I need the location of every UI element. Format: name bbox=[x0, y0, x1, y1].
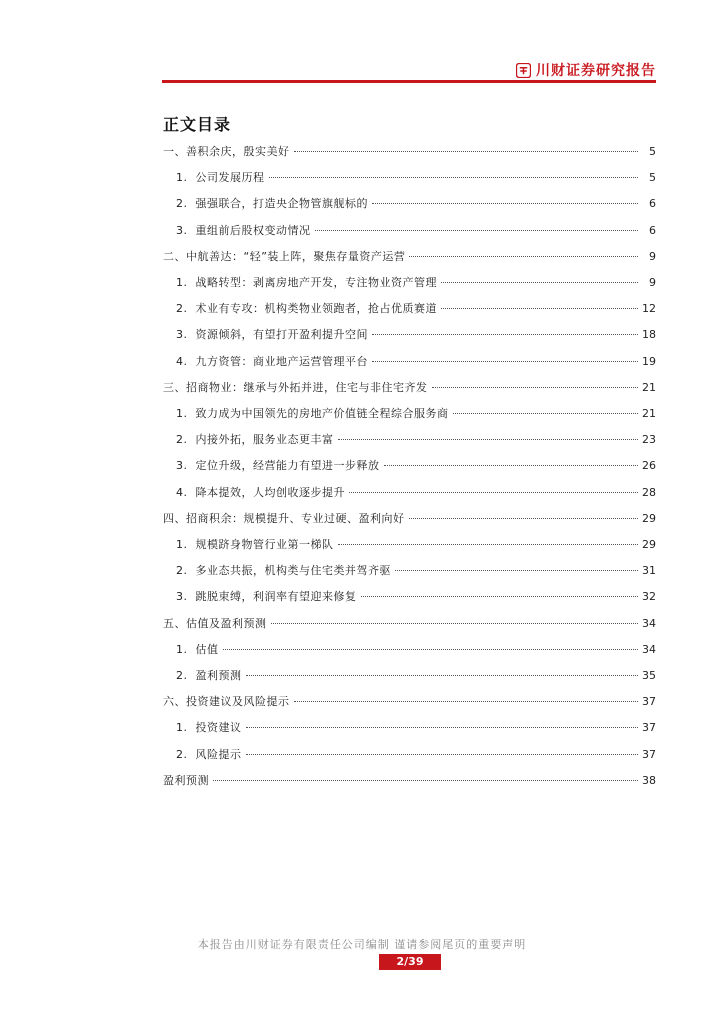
toc-entry-number: 4. bbox=[176, 355, 188, 368]
toc-leader-dots bbox=[441, 282, 638, 283]
toc-entry-number: 1. bbox=[176, 721, 188, 734]
toc-entry-text: 估值 bbox=[195, 643, 219, 656]
toc-leader-dots bbox=[315, 230, 639, 231]
toc-leader-dots bbox=[294, 151, 639, 152]
toc-leader-dots bbox=[223, 649, 639, 650]
toc-leader-dots bbox=[349, 492, 638, 493]
toc-entry-label bbox=[163, 511, 405, 527]
toc-leader-dots bbox=[372, 203, 638, 204]
toc-page-number: 37 bbox=[642, 695, 656, 708]
toc-entry-number: 1. bbox=[176, 643, 188, 656]
toc-entry-number: 2. bbox=[176, 197, 188, 210]
toc-entry-number: 2. bbox=[176, 564, 188, 577]
toc-entry-text: 致力成为中国领先的房地产价值链全程综合服务商 bbox=[195, 407, 449, 420]
page-header bbox=[162, 58, 656, 80]
toc-subsection-row[interactable] bbox=[176, 432, 656, 448]
toc-page-number: 9 bbox=[649, 276, 656, 289]
toc-leader-dots bbox=[409, 256, 638, 257]
toc-entry-label bbox=[163, 616, 267, 632]
toc-subsection-row[interactable] bbox=[176, 170, 656, 186]
toc-entry-text: 规模跻身物管行业第一梯队 bbox=[195, 538, 334, 551]
toc-subsection-row[interactable] bbox=[176, 301, 656, 317]
toc-title: 正文目录 bbox=[163, 115, 232, 134]
toc-page-number: 26 bbox=[642, 459, 656, 472]
toc-page-number: 5 bbox=[649, 171, 656, 184]
toc-page-number: 28 bbox=[642, 486, 656, 499]
toc-entry-label bbox=[176, 537, 334, 553]
toc-section-row[interactable] bbox=[163, 249, 656, 265]
toc-entry-text: 多业态共振，机构类与住宅类并驾齐驱 bbox=[195, 564, 391, 577]
toc-entry-text: 盈利预测 bbox=[195, 669, 242, 682]
toc-entry-label bbox=[163, 249, 405, 265]
toc-entry-text: 风险提示 bbox=[195, 748, 242, 761]
toc-entry-number: 2. bbox=[176, 302, 188, 315]
toc-page-number: 38 bbox=[642, 774, 656, 787]
toc-leader-dots bbox=[246, 675, 639, 676]
toc-page-number: 18 bbox=[642, 328, 656, 341]
toc-entry-label bbox=[176, 485, 345, 501]
toc-leader-dots bbox=[338, 544, 639, 545]
toc-section-row[interactable] bbox=[163, 773, 656, 789]
toc-page-number: 9 bbox=[649, 250, 656, 263]
toc-entry-text: 强强联合，打造央企物管旗舰标的 bbox=[195, 197, 368, 210]
toc-entry-text: 重组前后股权变动情况 bbox=[195, 224, 311, 237]
footer-disclaimer: 本报告由川财证券有限责任公司编制 谨请参阅尾页的重要声明 bbox=[197, 938, 527, 951]
brand-logo bbox=[516, 60, 656, 80]
toc-entry-label bbox=[176, 354, 368, 370]
toc-page-number: 21 bbox=[642, 407, 656, 420]
toc-section-row[interactable] bbox=[163, 380, 656, 396]
toc-entry-label bbox=[176, 432, 334, 448]
toc-subsection-row[interactable] bbox=[176, 589, 656, 605]
toc-leader-dots bbox=[269, 177, 639, 178]
toc-entry-text: 术业有专攻：机构类物业领跑者，抢占优质赛道 bbox=[195, 302, 437, 315]
toc-entry-text: 盈利预测 bbox=[163, 774, 209, 787]
toc-subsection-row[interactable] bbox=[176, 327, 656, 343]
toc-page-number: 6 bbox=[649, 197, 656, 210]
toc-page-number: 19 bbox=[642, 355, 656, 368]
toc-entry-label bbox=[176, 458, 380, 474]
toc-entry-text: 公司发展历程 bbox=[195, 171, 265, 184]
toc-leader-dots bbox=[441, 308, 638, 309]
toc-leader-dots bbox=[338, 439, 639, 440]
toc-page-number: 31 bbox=[642, 564, 656, 577]
toc-leader-dots bbox=[213, 780, 638, 781]
toc-page-number: 35 bbox=[642, 669, 656, 682]
toc-leader-dots bbox=[395, 570, 638, 571]
toc-leader-dots bbox=[361, 596, 639, 597]
page-number-badge: 2/39 bbox=[379, 954, 441, 970]
toc-entry-text: 六、投资建议及风险提示 bbox=[163, 695, 290, 708]
toc-entry-text: 投资建议 bbox=[195, 721, 242, 734]
toc-entry-label bbox=[176, 223, 311, 239]
toc-entry-number: 4. bbox=[176, 486, 188, 499]
toc-entry-label bbox=[176, 589, 357, 605]
toc-entry-text: 一、善积余庆，殷实美好 bbox=[163, 145, 290, 158]
toc-subsection-row[interactable] bbox=[176, 747, 656, 763]
toc-entry-label bbox=[163, 144, 290, 160]
toc-page-number: 34 bbox=[642, 643, 656, 656]
toc-entry-number: 3. bbox=[176, 224, 188, 237]
toc-entry-label bbox=[176, 720, 242, 736]
toc-entry-number: 3. bbox=[176, 328, 188, 341]
toc-subsection-row[interactable] bbox=[176, 563, 656, 579]
toc-leader-dots bbox=[246, 727, 639, 728]
toc-page-number: 12 bbox=[642, 302, 656, 315]
toc-leader-dots bbox=[384, 465, 639, 466]
toc-entry-number: 1. bbox=[176, 538, 188, 551]
toc-entry-number: 1. bbox=[176, 407, 188, 420]
toc-entry-label bbox=[176, 642, 219, 658]
toc-entry-text: 内接外拓，服务业态更丰富 bbox=[195, 433, 334, 446]
toc-entry-text: 战略转型：剥离房地产开发，专注物业资产管理 bbox=[195, 276, 437, 289]
toc-entry-number: 1. bbox=[176, 276, 188, 289]
toc-leader-dots bbox=[409, 518, 639, 519]
toc-entry-label bbox=[163, 773, 209, 789]
toc-entry-label bbox=[163, 694, 290, 710]
toc-subsection-row[interactable] bbox=[176, 275, 656, 291]
brand-name: 川财证券研究报告 bbox=[536, 63, 656, 79]
toc-entry-text: 四、招商积余：规模提升、专业过硬、盈利向好 bbox=[163, 512, 405, 525]
toc-subsection-row[interactable] bbox=[176, 223, 656, 239]
toc-page-number: 29 bbox=[642, 512, 656, 525]
toc-entry-label bbox=[176, 170, 265, 186]
toc-entry-number: 2. bbox=[176, 669, 188, 682]
toc-subsection-row[interactable] bbox=[176, 196, 656, 212]
toc-leader-dots bbox=[453, 413, 639, 414]
toc-entry-label bbox=[176, 301, 437, 317]
toc-entry-label bbox=[176, 275, 437, 291]
toc-page-number: 21 bbox=[642, 381, 656, 394]
toc-page-number: 37 bbox=[642, 721, 656, 734]
toc-subsection-row[interactable] bbox=[176, 537, 656, 553]
toc-section-row[interactable] bbox=[163, 511, 656, 527]
toc-entry-text: 九方资管：商业地产运营管理平台 bbox=[195, 355, 368, 368]
toc-entry-label bbox=[176, 327, 368, 343]
toc-entry-label bbox=[163, 380, 428, 396]
toc-entry-number: 3. bbox=[176, 590, 188, 603]
toc-leader-dots bbox=[432, 387, 639, 388]
toc-subsection-row[interactable] bbox=[176, 458, 656, 474]
toc-subsection-row[interactable] bbox=[176, 485, 656, 501]
toc-entry-text: 定位升级，经营能力有望进一步释放 bbox=[195, 459, 380, 472]
toc-page-number: 34 bbox=[642, 617, 656, 630]
toc-leader-dots bbox=[294, 701, 639, 702]
toc-leader-dots bbox=[372, 361, 638, 362]
toc-entry-text: 二、中航善达：“轻”装上阵，聚焦存量资产运营 bbox=[163, 250, 406, 263]
toc-page-number: 5 bbox=[649, 145, 656, 158]
toc-entry-text: 跳脱束缚，利润率有望迎来修复 bbox=[195, 590, 357, 603]
header-divider bbox=[162, 80, 656, 83]
toc-entry-label bbox=[176, 563, 391, 579]
toc-page-number: 6 bbox=[649, 224, 656, 237]
toc-entry-label bbox=[176, 406, 449, 422]
toc-section-row[interactable] bbox=[163, 616, 656, 632]
toc-leader-dots bbox=[246, 754, 639, 755]
toc-leader-dots bbox=[372, 334, 638, 335]
toc-subsection-row[interactable] bbox=[176, 720, 656, 736]
toc-entry-label bbox=[176, 668, 242, 684]
toc-entry-label bbox=[176, 747, 242, 763]
toc-subsection-row[interactable] bbox=[176, 668, 656, 684]
toc-entry-text: 三、招商物业：继承与外拓并进，住宅与非住宅齐发 bbox=[163, 381, 428, 394]
toc-entry-number: 3. bbox=[176, 459, 188, 472]
toc-entry-label bbox=[176, 196, 368, 212]
toc-entry-text: 五、估值及盈利预测 bbox=[163, 617, 267, 630]
toc-entry-number: 2. bbox=[176, 748, 188, 761]
toc-section-row[interactable] bbox=[163, 144, 656, 160]
toc-entry-number: 1. bbox=[176, 171, 188, 184]
toc-page-number: 37 bbox=[642, 748, 656, 761]
toc-subsection-row[interactable] bbox=[176, 406, 656, 422]
toc-page-number: 23 bbox=[642, 433, 656, 446]
toc-subsection-row[interactable] bbox=[176, 354, 656, 370]
toc-entry-text: 资源倾斜，有望打开盈利提升空间 bbox=[195, 328, 368, 341]
toc-entry-text: 降本提效，人均创收逐步提升 bbox=[195, 486, 345, 499]
toc-leader-dots bbox=[271, 623, 639, 624]
toc-entry-number: 2. bbox=[176, 433, 188, 446]
toc-section-row[interactable] bbox=[163, 694, 656, 710]
toc-page-number: 29 bbox=[642, 538, 656, 551]
toc-subsection-row[interactable] bbox=[176, 642, 656, 658]
toc-page-number: 32 bbox=[642, 590, 656, 603]
company-logo-icon bbox=[516, 63, 531, 78]
